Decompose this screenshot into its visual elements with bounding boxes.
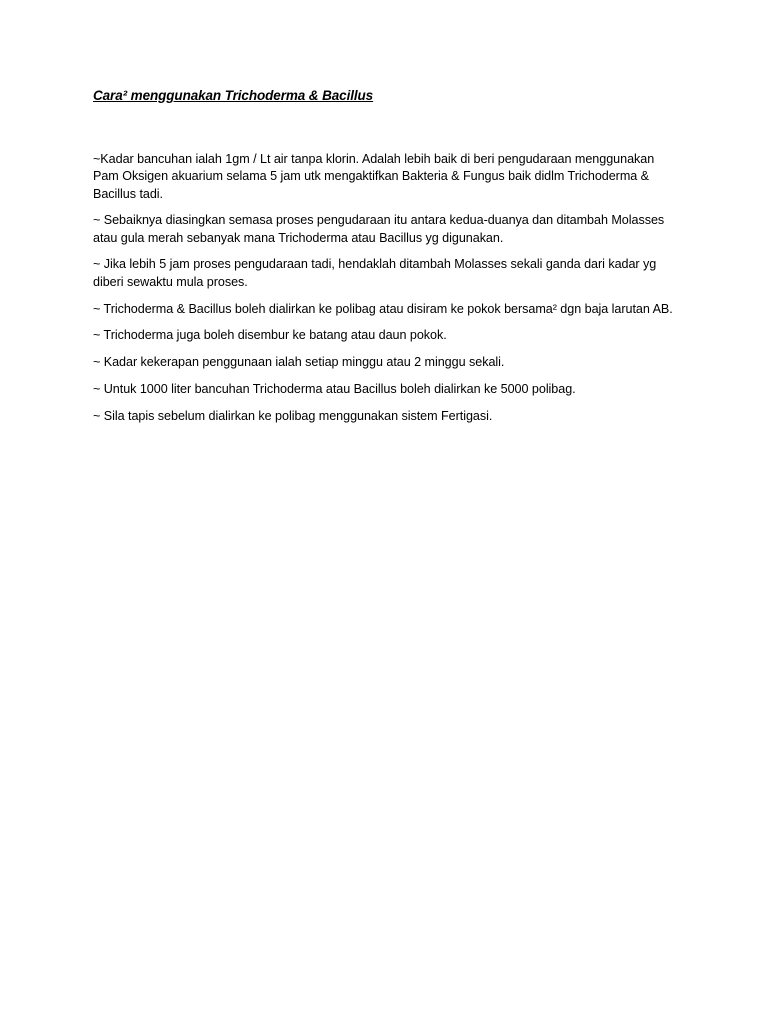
paragraph-extra-molasses: ~ Jika lebih 5 jam proses pengudaraan tadi, hendaklah ditambah Molasses sekali ganda dari kadar yg diberi sewaktu mula proses. (93, 257, 657, 289)
document-title: Cara² menggunakan Trichoderma & Bacillus (93, 88, 374, 103)
paragraph-spraying: ~ Trichoderma juga boleh disembur ke batang atau daun pokok. (93, 328, 447, 343)
paragraph-volume: ~ Untuk 1000 liter bancuhan Trichoderma atau Bacillus boleh dialirkan ke 5000 polibag. (93, 381, 576, 396)
paragraph-frequency: ~ Kadar kekerapan penggunaan ialah setiap minggu atau 2 minggu sekali. (93, 355, 505, 370)
paragraph-mixing-rate: ~Kadar bancuhan ialah 1gm / Lt air tanpa klorin. Adalah lebih baik di beri pengudaraan menggunakan Pam Oksigen akuarium selama 5 jam utk mengaktifkan Bakteria & Fungus baik didlm Trichoderma & Bacillus tadi. (93, 152, 655, 201)
paragraph-application: ~ Trichoderma & Bacillus boleh dialirkan ke polibag atau disiram ke pokok bersama² dgn baja larutan AB. (93, 301, 673, 316)
document-body (93, 87, 678, 435)
paragraph-separation: ~ Sebaiknya diasingkan semasa proses pengudaraan itu antara kedua-duanya dan ditambah Molasses atau gula merah sebanyak mana Trichoderma atau Bacillus yg digunakan. (93, 213, 665, 245)
paragraph-filtering: ~ Sila tapis sebelum dialirkan ke polibag menggunakan sistem Fertigasi. (93, 408, 493, 423)
